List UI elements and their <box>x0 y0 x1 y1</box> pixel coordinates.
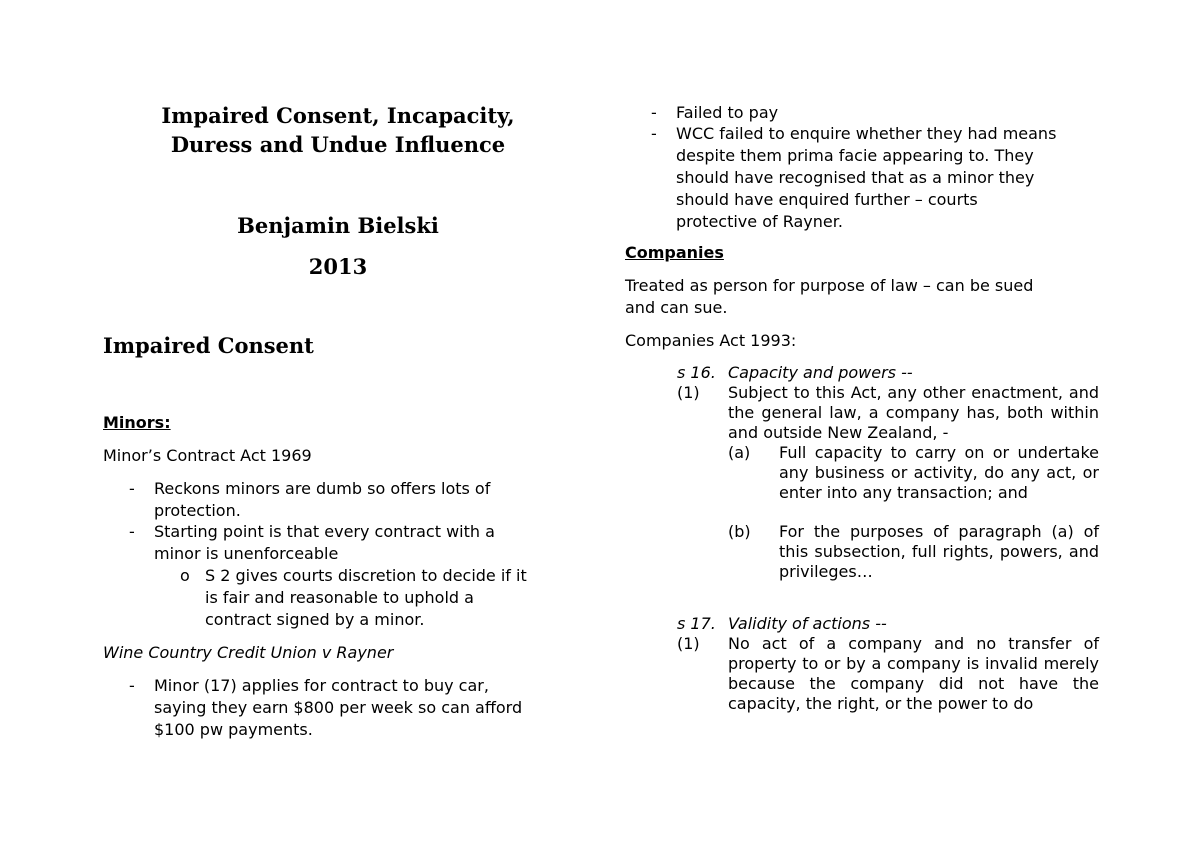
section-number: s 17. <box>677 614 716 633</box>
list-item-text: Minor (17) applies for contract to buy car, <box>154 676 489 695</box>
author-name: Benjamin Bielski <box>237 213 439 238</box>
bullet-dash: - <box>651 103 657 122</box>
paragraph-text: Full capacity to carry on or undertake any business or activity, do any act, or enter into any transaction; and <box>779 443 1099 502</box>
companies-text-line: and can sue. <box>625 298 728 317</box>
document-title-line-2: Duress and Undue Influence <box>170 132 506 157</box>
companies-heading: Companies <box>625 243 724 262</box>
list-item-text: should have recognised that as a minor they <box>676 168 1035 187</box>
bullet-dash: - <box>651 124 657 143</box>
subsection-text: No act of a company and no transfer of property to or by a company is invalid merely because the company did not have the capacity, the right, or the power to do <box>728 634 1099 713</box>
bullet-dash: - <box>129 479 135 498</box>
subsection-number: (1) <box>677 383 700 402</box>
list-item-text: minor is unenforceable <box>154 544 339 563</box>
document-year: 2013 <box>308 254 368 279</box>
minors-heading: Minors: <box>103 413 171 432</box>
case-name: Wine Country Credit Union v Rayner <box>103 643 394 662</box>
list-item-text: saying they earn $800 per week so can afford <box>154 698 523 717</box>
sub-list-item-text: S 2 gives courts discretion to decide if it <box>205 566 527 585</box>
sub-list-item-text: is fair and reasonable to uphold a <box>205 588 474 607</box>
paragraph-text: For the purposes of paragraph (a) of this subsection, full rights, powers, and privileges… <box>779 522 1099 581</box>
section-title: Validity of actions -- <box>728 614 887 633</box>
list-item-text: WCC failed to enquire whether they had means <box>676 124 1057 143</box>
paragraph-number: (a) <box>728 443 751 462</box>
list-item-text: should have enquired further – courts <box>676 190 978 209</box>
list-item-text: $100 pw payments. <box>154 720 313 739</box>
section-title: Capacity and powers -- <box>728 363 913 382</box>
sub-list-item-text: contract signed by a minor. <box>205 610 425 629</box>
list-item-text: protection. <box>154 501 241 520</box>
bullet-circle-icon: o <box>180 566 190 585</box>
list-item-text: Starting point is that every contract with a <box>154 522 495 541</box>
document-title-line-1: Impaired Consent, Incapacity, <box>161 103 515 128</box>
companies-text-line: Treated as person for purpose of law – can be sued <box>625 276 1034 295</box>
paragraph-number: (b) <box>728 522 751 541</box>
bullet-dash: - <box>129 676 135 695</box>
companies-act-title: Companies Act 1993: <box>625 331 797 350</box>
subsection-number: (1) <box>677 634 700 653</box>
list-item-text: Failed to pay <box>676 103 779 122</box>
subsection-text: Subject to this Act, any other enactment, and the general law, a company has, both within and outside New Zealand, - <box>728 383 1099 442</box>
section-heading-impaired-consent: Impaired Consent <box>103 333 314 358</box>
list-item-text: Reckons minors are dumb so offers lots of <box>154 479 491 498</box>
minors-act-title: Minor’s Contract Act 1969 <box>103 446 312 465</box>
list-item-text: protective of Rayner. <box>676 212 843 231</box>
list-item-text: despite them prima facie appearing to. They <box>676 146 1034 165</box>
section-number: s 16. <box>677 363 716 382</box>
bullet-dash: - <box>129 522 135 541</box>
